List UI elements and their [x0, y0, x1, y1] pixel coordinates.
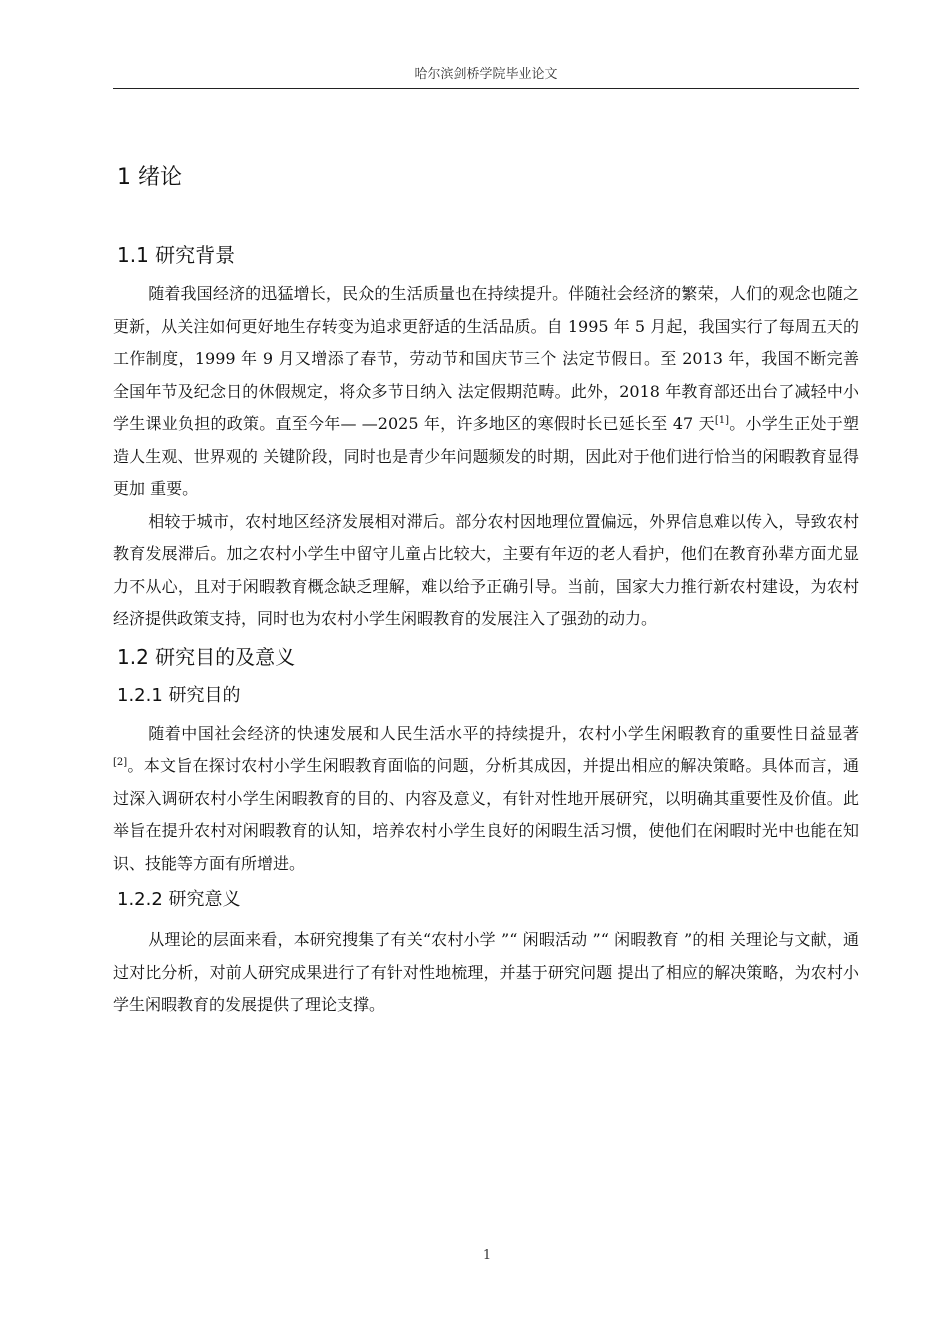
- section-title-1-2-1: 1.2.1 研究目的: [117, 684, 241, 706]
- section-title-1-1: 1.1 研究背景: [117, 243, 236, 267]
- section-title-1-2-2: 1.2.2 研究意义: [117, 889, 241, 910]
- chapter-title: 1 绪论: [117, 165, 182, 190]
- paragraph-purpose: [113, 718, 859, 881]
- paragraph-text: 随着中国社会经济的快速发展和人民生活水平的持续提升，农村小学生闲暇教育的重要性日益显著: [148, 723, 859, 743]
- section-title-1-2: 1.2 研究目的及意义: [117, 644, 296, 669]
- paragraph-text: 随着我国经济的迅猛增长，民众的生活质量也在持续提升。伴随社会经济的繁荣，人们的观念也随之更新，从关注如何更好地生存转变为追求更舒适的生活品质。自 1995 年 5 月起，我国实行了每周五天的工作制度，1999 年 9 月又增添了春节，劳动节和国庆节三个 法定节假日。至 2013 年，我国不断完善全国年节及纪念日的休假规定，将众多节日纳入 法定假期范畴。此外，2018 年教育部还出台了减轻中小学生课业负担的政策。直至今年— —2025 年，许多地区的寒假时长已延长至 47 天: [113, 284, 859, 433]
- paragraph-significance: 从理论的层面来看，本研究搜集了有关“农村小学 ”“ 闲暇活动 ”“ 闲暇教育 ”的相 关理论与文献，通过对比分析，对前人研究成果进行了有针对性地梳理，并基于研究问题 提出了相应的解决策略，为农村小学生闲暇教育的发展提供了理论支撑。: [113, 930, 859, 1014]
- paragraph-text: 。本文旨在探讨农村小学生闲暇教育面临的问题，分析其成因，并提出相应的解决策略。具体而言，通过深入调研农村小学生闲暇教育的目的、内容及意义，有针对性地开展研究，以明确其重要性及价值。此举旨在提升农村对闲暇教育的认知，培养农村小学生良好的闲暇生活习惯，使他们在闲暇时光中也能在知识、技能等方面有所增进。: [113, 756, 859, 873]
- page-body: [113, 158, 859, 1022]
- citation-ref-1: [1]: [714, 415, 729, 426]
- header-rule: [113, 88, 859, 89]
- paragraph-background-1: [113, 278, 859, 506]
- paragraph-background-2: 相较于城市，农村地区经济发展相对滞后。部分农村因地理位置偏远，外界信息难以传入，导致农村教育发展滞后。加之农村小学生中留守儿童占比较大，主要有年迈的老人看护，他们在教育孙辈方面尤显力不从心，且对于闲暇教育概念缺乏理解，难以给予正确引导。当前，国家大力推行新农村建设，为农村经济提供政策支持，同时也为农村小学生闲暇教育的发展注入了强劲的动力。: [113, 511, 859, 628]
- page-number: 1: [482, 1248, 492, 1263]
- citation-ref-2: [2]: [113, 757, 128, 768]
- running-header: 哈尔滨剑桥学院毕业论文: [414, 67, 558, 82]
- paragraph-text: 。小学生正处于塑造人生观、世界观的 关键阶段，同时也是青少年问题频发的时期，因此对于他们进行恰当的闲暇教育显得更加 重要。: [113, 414, 859, 498]
